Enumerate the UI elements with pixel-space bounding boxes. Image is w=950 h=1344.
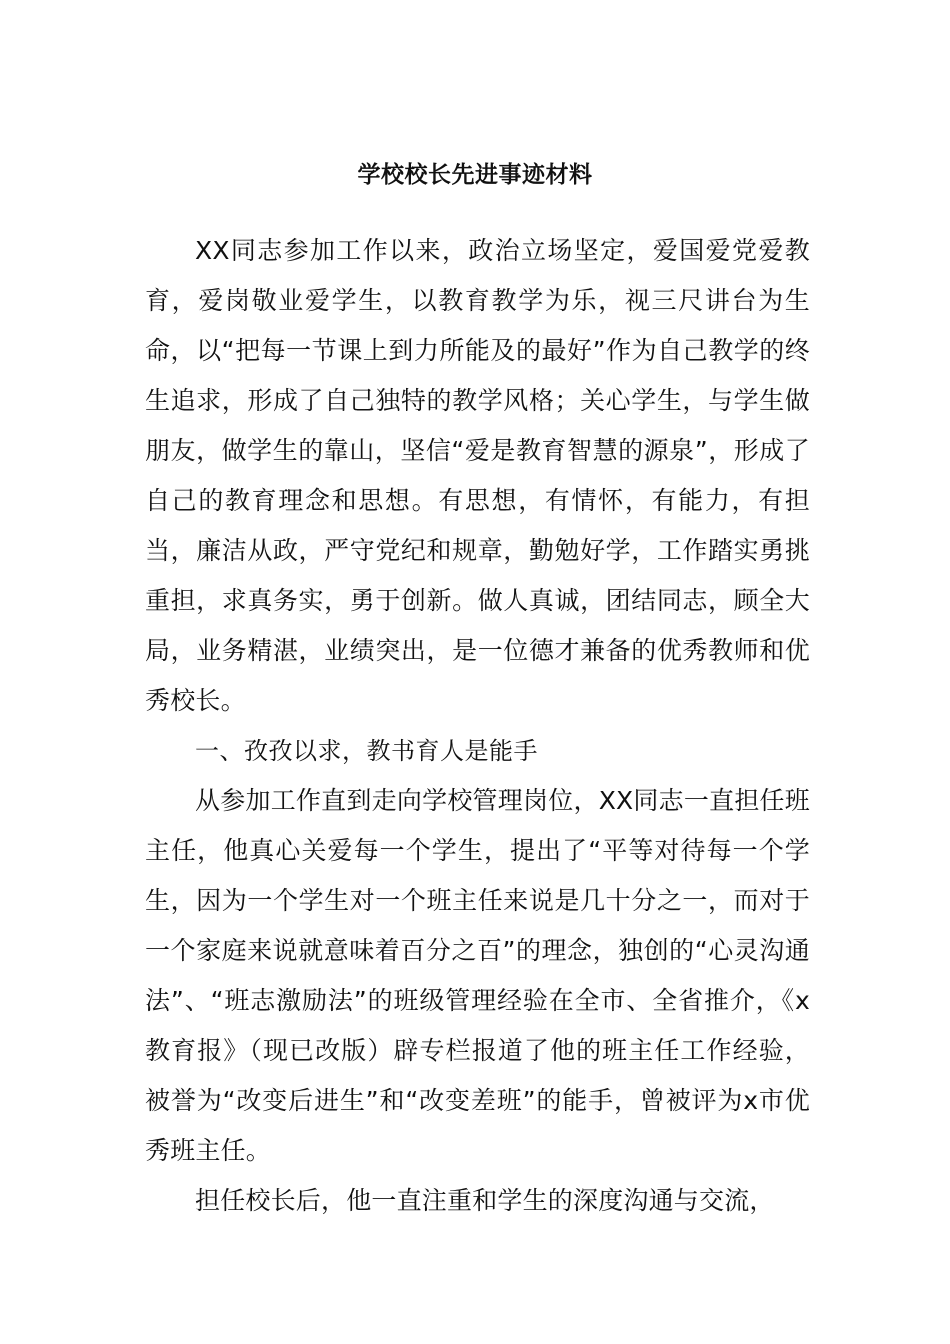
section-1-paragraph-1: 从参加工作直到走向学校管理岗位，XX同志一直担任班主任，他真心关爱每一个学生，提出了“平等对待每一个学生，因为一个学生对一个班主任来说是几十分之一，而对于一个家庭来说就意味着百分之百”的理念，独创的“心灵沟通法”、“班志激励法”的班级管理经验在全市、全省推介，《x教育报》（现已改版）辟专栏报道了他的班主任工作经验，被誉为“改变后进生”和“改变差班”的能手，曾被评为x市优秀班主任。 [145,786,810,1165]
section-1-heading: 一、孜孜以求，教书育人是能手 [195,737,538,765]
document-body [145,226,810,1226]
section-1-paragraph-2: 担任校长后，他一直注重和学生的深度沟通与交流， [195,1186,775,1215]
intro-paragraph: XX同志参加工作以来，政治立场坚定，爱国爱党爱教育，爱岗敬业爱学生，以教育教学为乐，视三尺讲台为生命，以“把每一节课上到力所能及的最好”作为自己教学的终生追求，形成了自己独特的教学风格；关心学生，与学生做朋友，做学生的靠山，坚信“爱是教育智慧的源泉”，形成了自己的教育理念和思想。有思想，有情怀，有能力，有担当，廉洁从政，严守党纪和规章，勤勉好学，工作踏实勇挑重担，求真务实，勇于创新。做人真诚，团结同志，顾全大局，业务精湛，业绩突出，是一位德才兼备的优秀教师和优秀校长。 [145,236,810,715]
document-title: 学校校长先进事迹材料 [357,162,593,188]
